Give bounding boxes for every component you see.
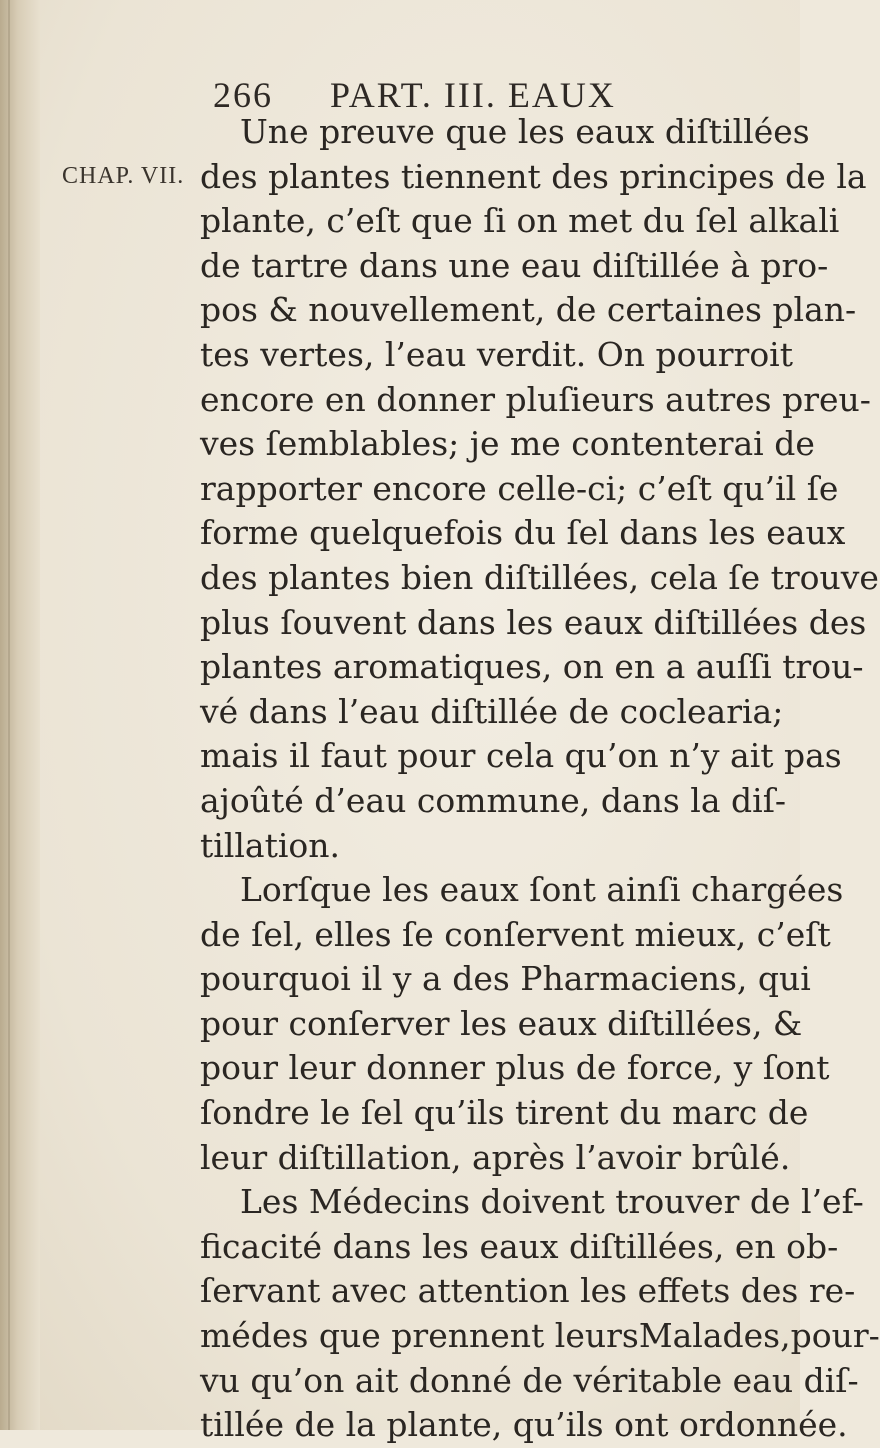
text-line: mais il faut pour cela qu’on n’y ait pas [200,736,842,776]
page-number: 266 [213,75,273,115]
text-line: forme quelquefois du ſel dans les eaux [200,513,846,553]
text-line: ſervant avec attention les effets des re- [200,1271,856,1311]
text-line: Lorſque les eaux ſont ainſi chargées [240,870,844,910]
text-line: pourquoi il y a des Pharmaciens, qui [200,959,811,999]
chapter-margin-note: CHAP. VII. [62,163,185,189]
text-line: vé dans l’eau diſtillée de coclearia; [200,691,784,731]
page-gutter [0,0,40,1430]
text-line: vu qu’on ait donné de véritable eau diſ- [200,1360,859,1400]
text-line: de ſel, elles ſe conſervent mieux, c’eſt [200,914,831,954]
text-line: leur diſtillation, après l’avoir brûlé. [200,1137,791,1177]
text-line: pos & nouvellement, de certaines plan- [200,290,857,330]
text-line: tes vertes, l’eau verdit. On pourroit [200,334,794,374]
text-line: ves ſemblables; je me contenterai de [200,424,815,464]
text-line: pour leur donner plus de force, y ſont [200,1048,830,1088]
text-line: encore en donner pluſieurs autres preu- [200,379,871,419]
running-title: PART. III. EAUX [330,75,616,115]
body-text [200,110,880,1448]
text-line: plus ſouvent dans les eaux diſtillées des [200,602,867,642]
text-line: ficacité dans les eaux diſtillées, en ob- [200,1226,839,1266]
text-line: ajoûté d’eau commune, dans la diſ- [200,780,787,820]
text-line: Les Médecins doivent trouver de l’ef- [240,1182,864,1222]
text-line: des plantes bien diſtillées, cela ſe trouve [200,557,879,597]
text-line: Une preuve que les eaux diſtillées [240,112,810,151]
text-line: des plantes tiennent des principes de la [200,156,867,196]
text-line: pour conſerver les eaux diſtillées, & [200,1003,803,1043]
text-line: tillation. [200,825,341,865]
text-line: tillée de la plante, qu’ils ont ordonnée. [200,1405,848,1445]
text-line: ſondre le ſel qu’ils tirent du marc de [200,1093,809,1133]
text-line: rapporter encore celle-ci; c’eſt qu’il ſe [200,468,839,508]
text-line: plante, c’eſt que ſi on met du ſel alkali [200,201,840,241]
text-line: plantes aromatiques, on en a auſſi trou- [200,647,864,687]
text-line: médes que prennent leursMalades,pour- [200,1316,880,1356]
text-line: de tartre dans une eau diſtillée à pro- [200,245,829,285]
